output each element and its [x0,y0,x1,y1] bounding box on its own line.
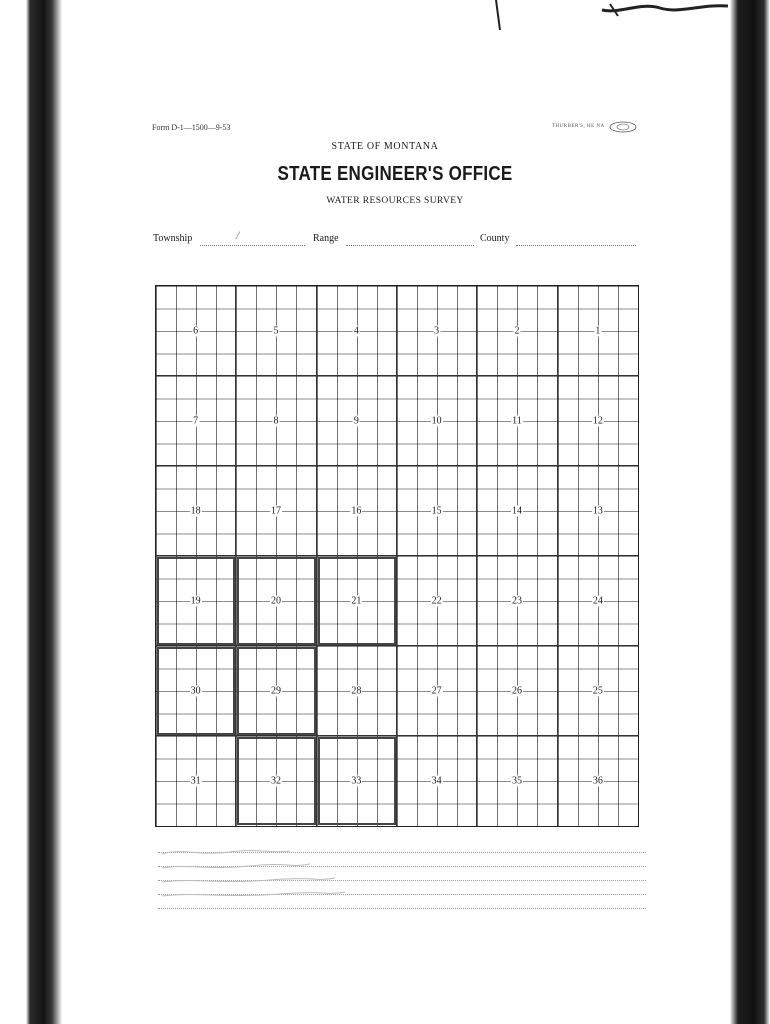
section-3 [397,286,477,376]
range-field [346,245,474,246]
section-8 [236,376,316,466]
section-number: 14 [511,505,522,516]
county-label: County [480,233,510,244]
faint-handwriting-marks [160,842,360,906]
section-number: 1 [595,325,601,336]
section-number: 16 [351,505,362,516]
section-24 [558,556,638,646]
section-29 [236,646,316,736]
section-number: 6 [193,325,199,336]
section-32 [236,736,316,826]
ink-scribble-mark [600,0,730,18]
section-25 [558,646,638,736]
section-16 [317,466,397,556]
section-number: 13 [592,505,603,516]
section-number: 7 [193,415,199,426]
section-5 [236,286,316,376]
range-label: Range [313,233,339,244]
section-35 [477,736,557,826]
section-number: 4 [353,325,359,336]
section-1 [558,286,638,376]
section-number: 24 [592,595,603,606]
section-number: 35 [511,775,522,787]
section-number: 11 [512,415,522,426]
notes-area [158,838,646,909]
section-6 [156,286,236,376]
section-14 [477,466,557,556]
section-20 [236,556,316,646]
scan-right-edge [730,0,770,1024]
section-18 [156,466,236,556]
section-26 [477,646,557,736]
section-number: 8 [273,415,279,426]
section-number: 28 [351,685,362,696]
note-line [158,908,646,909]
section-36 [558,736,638,826]
section-number: 10 [431,415,442,426]
section-number: 34 [431,775,442,787]
state-heading: STATE OF MONTANA [331,141,439,152]
section-22 [397,556,477,646]
section-12 [558,376,638,466]
section-number: 20 [270,595,281,606]
section-34 [397,736,477,826]
section-15 [397,466,477,556]
office-title: STATE ENGINEER'S OFFICE [277,163,513,185]
section-10 [397,376,477,466]
section-21 [317,556,397,646]
township-field [200,245,305,246]
section-33 [317,736,397,826]
township-section-grid [155,285,639,827]
section-30 [156,646,236,736]
section-number: 31 [190,775,201,787]
section-number: 27 [431,685,442,696]
section-number: 5 [273,325,279,336]
scan-left-edge [0,0,62,1024]
section-number: 32 [270,775,281,787]
printer-imprint: THURBER'S, HE NA [552,124,605,129]
section-9 [317,376,397,466]
section-number: 26 [511,685,522,696]
section-number: 18 [190,505,201,516]
section-7 [156,376,236,466]
section-23 [477,556,557,646]
section-27 [397,646,477,736]
township-label: Township [153,233,193,244]
section-number: 22 [431,595,442,606]
section-31 [156,736,236,826]
township-value: / [236,228,240,242]
section-4 [317,286,397,376]
section-2 [477,286,557,376]
section-number: 36 [592,775,603,787]
county-field [516,245,636,246]
section-number: 15 [431,505,442,516]
section-13 [558,466,638,556]
section-number: 3 [434,325,440,336]
survey-subtitle: WATER RESOURCES SURVEY [326,196,464,206]
section-number: 17 [270,505,281,516]
section-number: 33 [351,775,362,787]
section-number: 21 [351,595,362,606]
union-label-icon [608,120,638,134]
section-19 [156,556,236,646]
section-number: 19 [190,595,201,606]
section-11 [477,376,557,466]
section-number: 25 [592,685,603,696]
section-number: 12 [592,415,603,426]
section-number: 30 [190,685,201,696]
form-number: Form D-1—1500—9-53 [152,123,231,132]
section-number: 9 [353,415,359,426]
section-number: 29 [270,685,281,696]
section-17 [236,466,316,556]
section-28 [317,646,397,736]
pen-stroke-mark [494,0,502,32]
section-number: 23 [511,595,522,606]
section-number: 2 [514,325,520,336]
